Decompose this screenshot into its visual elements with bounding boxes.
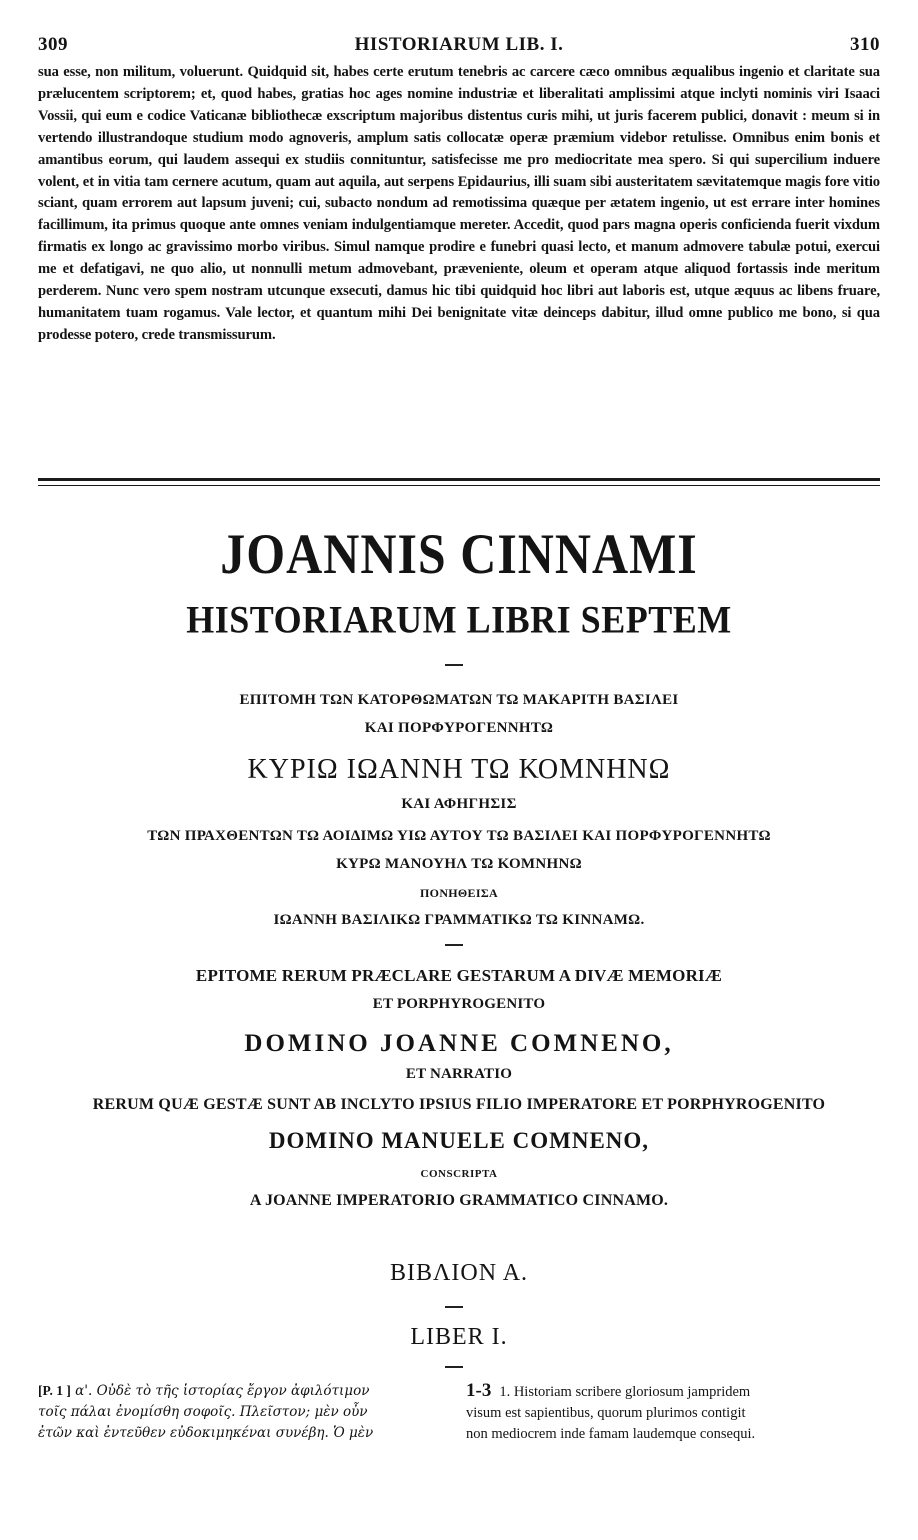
section-divider-thick [38,478,880,481]
latin-line: visum est sapientibus, quorum plurimos contigit [466,1405,746,1421]
greek-title-line-4: ΚΑΙ ΑΦΗΓΗΣΙΣ [401,796,517,812]
running-head [38,34,880,58]
greek-line [38,1380,442,1402]
title-dash [445,664,463,666]
greek-line: τοῖς πάλαι ἐνομίσθη σοφοῖς. Πλεῖστον; μὲν οὖν [38,1404,368,1420]
book-heading-greek: ΒΙΒΛΙΟΝ Α. [389,1260,529,1286]
latin-title-line-3: DOMINO JOANNE COMNENO, [244,1030,674,1057]
greek-title-line-3: ΚΥΡΙΩ ΙΩΑΝΝΗ ΤΩ ΚΟΜΝΗΝΩ [247,754,671,785]
greek-title-line-6: ΚΥΡΩ ΜΑΝΟΥΗΛ ΤΩ ΚΟΜΝΗΝΩ [336,856,582,872]
greek-title-line-7: ΠΟΝΗΘΕΙΣΑ [420,886,498,900]
latin-text-column [466,1380,880,1445]
greek-line: ἐτῶν καὶ ἐντεῦθεν εὐδοκιμηκέναι συνέβη. Ὁ μὲν [38,1425,374,1441]
page-marker: [P. 1 ] [38,1383,71,1398]
latin-line: non mediocrem inde famam laudemque consequi. [466,1426,756,1442]
preface-paragraph: sua esse, non militum, voluerunt. Quidquid sit, habes certe erutum tenebris ac carcere cæco omnibus æqualibus ingenio et claritate sua prælucentem scriptorem; et, quod habes, gratias hoc ages nomine industriæ et liberalitati amplissimi atque inclyti nominis viri Isaaci Vossii, qui eum e codice Vaticanæ bibliothecæ exscriptum majoribus distentus curis mihi, ut juris facerem publici, donavit : meum si in vertendo illustrandoque studium modo agnoveris, amplum satis collocatæ operæ præmium videbor retulisse. Omnibus enim bonis et amantibus eorum, qui laudem assequi ex studiis connituntur, satisfecisse me pro mediocritate mea spero. Si qui supercilium induere volent, et in vitia tam cernere acutum, quam aut aquila, aut serpens Epidaurius, illi suam sibi austeritatem sævitatemque magis fore vitio sciant, quam errorem aut lapsum juveni; cui, subacto nondum ad remotissima quæque per ætatem ingenio, ut est errare inter homines facillimum, ita primus quoque ante omnes veniam indulgentiamque mereter. Accedit, quod pars magna operis conficienda fuerit vixdum firmatis ex longo ac gravissimo morbo viribus. Simul namque prodire e funebri quasi lecto, et manum admovere tabulæ potui, exercui me et defatigavi, ne quo alio, ut nonnulli metum admovebant, præveniente, oleum et operam atque aliquod fortassis inde meritum perderem. Nunc vero spem nostram utcunque exsecuti, damus hic tibi quidquid hoc libri aut laboris est, utque æquus ac libens fruare, humanitatem tuam rogamus. Vale lector, et quantum mihi Dei benignitate vitæ deinceps dabitur, illud omne publico me bono, si qua prodesse potero, crede transmissurum. [38,64,880,343]
greek-title-line-8: ΙΩΑΝΝΗ ΒΑΣΙΛΙΚΩ ΓΡΑΜΜΑΤΙΚΩ ΤΩ ΚΙΝΝΑΜΩ. [273,912,645,928]
section-number: 1-3 [466,1380,492,1401]
title-dash [445,1366,463,1368]
latin-title-line-2: ET PORPHYROGENITO [372,996,546,1012]
title-dash [445,1306,463,1308]
subtitle: HISTORIARUM LIBRI SEPTEM [186,597,732,642]
latin-title-line-7: CONSCRIPTA [420,1168,498,1180]
greek-line-text: α'. Οὐδὲ τὸ τῆς ἱστορίας ἔργον ἀφιλότιμον [75,1383,370,1399]
book-heading-latin: LIBER I. [410,1324,508,1350]
page-number-left: 309 [38,34,68,55]
latin-title-line-6: DOMINO MANUELE COMNENO, [268,1128,650,1153]
greek-title-line-5: ΤΩΝ ΠΡΑΧΘΕΝΤΩΝ ΤΩ ΑΟΙΔΙΜΩ ΥΙΩ ΑΥΤΟΥ ΤΩ ΒΑΣΙΛΕΙ ΚΑΙ ΠΟΡΦΥΡΟΓΕΝΝΗΤΩ [147,828,771,844]
main-title: JOANNIS CINNAMI [220,521,698,586]
preface-text [38,62,880,347]
latin-title-line-8: A JOANNE IMPERATORIO GRAMMATICO CINNAMO. [249,1192,669,1209]
greek-title-line-1: ΕΠΙΤΟΜΗ ΤΩΝ ΚΑΤΟΡΘΩΜΑΤΩΝ ΤΩ ΜΑΚΑΡΙΤΗ ΒΑΣΙΛΕΙ [239,692,679,708]
latin-line-text: 1. Historiam scribere gloriosum jampridem [499,1384,751,1400]
greek-title-line-2: ΚΑΙ ΠΟΡΦΥΡΟΓΕΝΝΗΤΩ [364,720,554,736]
title-dash [445,944,463,946]
latin-title-line-4: ET NARRATIO [405,1066,513,1082]
page-number-right: 310 [850,34,880,55]
latin-line [466,1380,880,1403]
latin-title-line-1: EPITOME RERUM PRÆCLARE GESTARUM A DIVÆ MEMORIÆ [195,966,723,985]
latin-title-line-5: RERUM QUÆ GESTÆ SUNT AB INCLYTO IPSIUS FILIO IMPERATORE ET PORPHYROGENITO [92,1096,826,1113]
greek-text-column [38,1380,442,1444]
section-divider-thin [38,485,880,486]
running-title: HISTORIARUM LIB. I. [354,34,564,55]
